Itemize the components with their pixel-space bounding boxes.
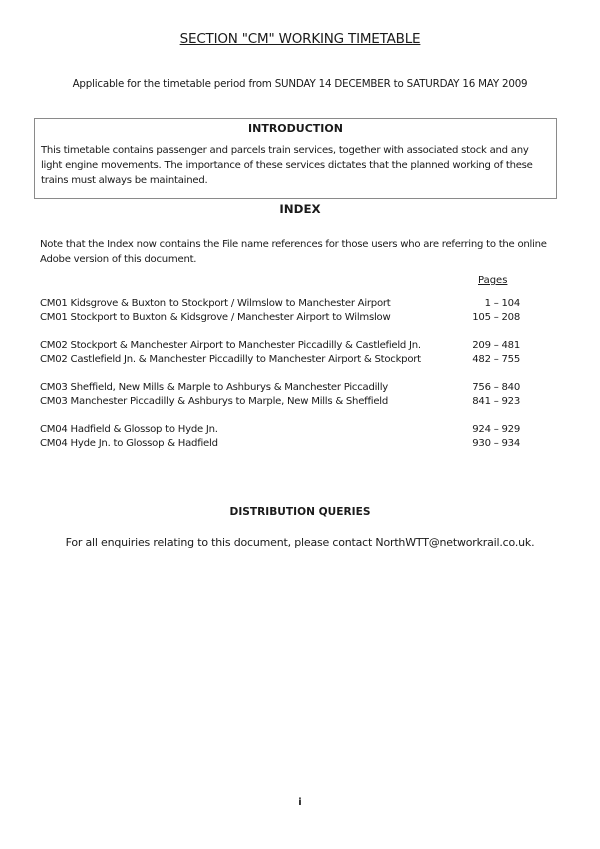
index-entry [40,298,520,312]
document-title: SECTION "CM" WORKING TIMETABLE [179,31,421,47]
index-entry-label: CM03 Manchester Piccadilly & Ashburys to Marple, New Mills & Sheffield [40,396,388,407]
index-entry-pages: 1 – 104 [484,298,520,309]
index-entry [40,438,520,452]
timetable-period: Applicable for the timetable period from SUNDAY 14 DECEMBER to SATURDAY 16 MAY 2009 [72,78,528,90]
index-entry-label: CM01 Stockport to Buxton & Kidsgrove / Manchester Airport to Wilmslow [40,312,391,323]
index-entry-label: CM03 Sheffield, New Mills & Marple to Ashburys & Manchester Piccadilly [40,382,388,393]
index-entry-pages: 105 – 208 [472,312,520,323]
index-entry-label: CM04 Hadfield & Glossop to Hyde Jn. [40,424,218,435]
index-note: Note that the Index now contains the File name references for those users who are referring to the online Adobe version of this document. [40,239,547,265]
index-entry-pages: 930 – 934 [472,438,520,449]
pages-column-header: Pages [478,275,508,286]
index-entry-pages: 756 – 840 [472,382,520,393]
introduction-box [34,118,557,199]
index-entry-pages: 924 – 929 [472,424,520,435]
index-entry-label: CM02 Castlefield Jn. & Manchester Piccadilly to Manchester Airport & Stockport [40,354,421,365]
distribution-contact: For all enquiries relating to this document, please contact NorthWTT@networkrail.co.uk. [65,536,535,549]
index-entry [40,312,520,326]
index-entry [40,396,520,410]
index-entry-pages: 209 – 481 [472,340,520,351]
index-entry [40,340,520,354]
page-number: i [298,797,302,808]
introduction-heading: INTRODUCTION [248,122,343,135]
index-entry [40,382,520,396]
index-entry-pages: 482 – 755 [472,354,520,365]
distribution-heading: DISTRIBUTION QUERIES [229,506,371,518]
index-entry-pages: 841 – 923 [472,396,520,407]
introduction-text: This timetable contains passenger and parcels train services, together with associated stock and any light engine movements. The importance of these services dictates that the planned working of these trains must always be maintained. [41,145,533,186]
index-entry-label: CM01 Kidsgrove & Buxton to Stockport / Wilmslow to Manchester Airport [40,298,391,309]
index-heading: INDEX [279,202,321,216]
index-entry [40,424,520,438]
index-entry-label: CM04 Hyde Jn. to Glossop & Hadfield [40,438,218,449]
index-entry-label: CM02 Stockport & Manchester Airport to Manchester Piccadilly & Castlefield Jn. [40,340,421,351]
index-entry [40,354,520,368]
